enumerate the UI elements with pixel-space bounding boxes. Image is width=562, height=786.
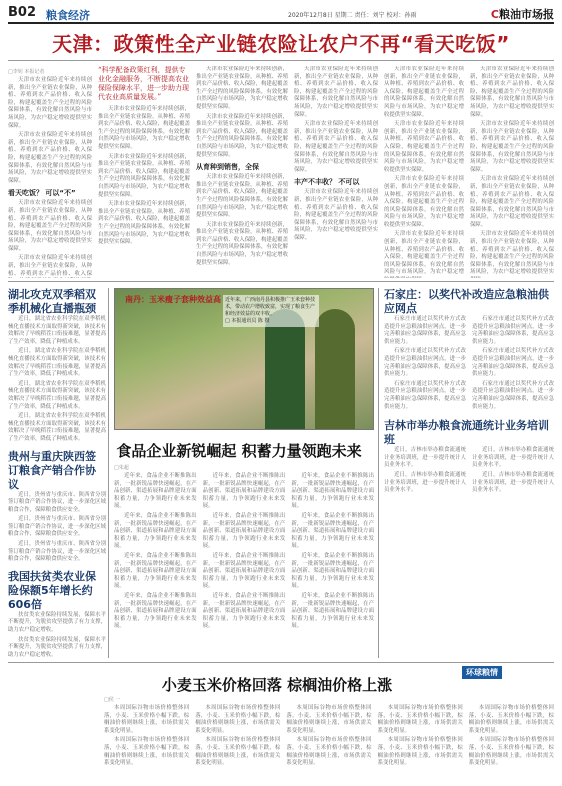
- left-article-2-body: 近日，贵州省与重庆市、陕西省分别签订粮食产销合作协议，进一步深化区域粮食合作，保障粮食供应安全。 近日，贵州省与重庆市、陕西省分别签订粮食产销合作协议，进一步深化区域粮食合作，保障粮食供应安全。 近日，贵州省与重庆市、陕西省分别签订粮食产销合作协议，进一步深化区域粮食合作，保障粮食供应安全。: [8, 491, 106, 563]
- middle-feature-byline: □朱超: [114, 465, 129, 471]
- photo-credit: □ 本报通讯员 陈 摄: [225, 318, 270, 324]
- lead-article-col-1: [8, 66, 92, 278]
- divider-vertical: [108, 288, 109, 658]
- right-article-1-body: 石家庄市通过以奖代补方式改造提升应急粮油供应网点，进一步完善粮油应急保障体系，提高应急供应能力。 石家庄市通过以奖代补方式改造提升应急粮油供应网点，进一步完善粮油应急保障体系，提高应急供应能力。 石家庄市通过以奖代补方式改造提升应急粮油供应网点，进一步完善粮油应急保障体系，提高应急供应能力。 石家庄市通过以奖代补方式改造提升应急粮油供应网点，进一步完善粮油应急保障体系，提高应急供应能力。 石家庄市通过以奖代补方式改造提升应急粮油供应网点，进一步完善粮油应急保障体系，提高应急供应能力。 石家庄市通过以奖代补方式改造提升应急粮油供应网点，进一步完善粮油应急保障体系，提高应急供应能力。: [384, 316, 554, 410]
- right-news-column: [384, 288, 554, 658]
- photo-caption-title: 南丹：玉米瘦子套种效益高: [125, 295, 221, 304]
- feature-photo: [114, 288, 374, 430]
- middle-feature-body: [114, 462, 374, 658]
- main-headline: [8, 28, 554, 61]
- environment-tag: 环球粮情: [462, 666, 502, 679]
- date-line: 2020年12月8日 星期二 责任：刘宁 校对：孙雨: [288, 12, 417, 19]
- right-article-2-title: 吉林市举办粮食流通统计业务培训班: [384, 419, 549, 447]
- masthead-logo: [491, 6, 554, 22]
- section-name: 粮食经济: [46, 9, 90, 22]
- right-article-1-title: 石家庄：以奖代补改造应急粮油供应网点: [384, 288, 549, 315]
- left-news-column: [8, 288, 106, 658]
- bottom-article-text: 本周国际谷物市场价格整体回落，小麦、玉米价格小幅下跌，棕榈油价格则继续上涨，市场供需关系变化明显。 本周国际谷物市场价格整体回落，小麦、玉米价格小幅下跌，棕榈油价格则继续上涨，市场供需关系变化明显。 本周国际谷物市场价格整体回落，小麦、玉米价格小幅下跌，棕榈油价格则继续上涨，市场供需关系变化明显。 本周国际谷物市场价格整体回落，小麦、玉米价格小幅下跌，棕榈油价格则继续上涨，市场供需关系变化明显。 本周国际谷物市场价格整体回落，小麦、玉米价格小幅下跌，棕榈油价格则继续上涨，市场供需关系变化明显。 本周国际谷物市场价格整体回落，小麦、玉米价格小幅下跌，棕榈油价格则继续上涨，市场供需关系变化明显。 本周国际谷物市场价格整体回落，小麦、玉米价格小幅下跌，棕榈油价格则继续上涨，市场供需关系变化明显。 本周国际谷物市场价格整体回落，小麦、玉米价格小幅下跌，棕榈油价格则继续上涨，市场供需关系变化明显。 本周国际谷物市场价格整体回落，小麦、玉米价格小幅下跌，棕榈油价格则继续上涨，市场供需关系变化明显。 本周国际谷物市场价格整体回落，小麦、玉米价格小幅下跌，棕榈油价格则继续上涨，市场供需关系变化明显。: [104, 705, 554, 767]
- main-headline-text: 天津：政策性全产业链农险让农户不再“看天吃饭”: [52, 32, 510, 56]
- lead-article-col-2: [98, 66, 190, 278]
- lead-subhead-1: 看天吃饭？ 可以“不”: [8, 189, 76, 198]
- left-article-3-body: 扶贫类农业保险持续发展，保障水平不断提升，为脱贫攻坚提供了有力支撑，助力农户稳定增收。 扶贫类农业保险持续发展，保障水平不断提升，为脱贫攻坚提供了有力支撑，助力农户稳定增收。: [8, 611, 106, 658]
- lead-subhead-2: 从育种到销售，全保: [196, 163, 259, 172]
- lead-body-5: 天津市农业保险近年来持续创新，推出全产业链农业保险，从种植、养殖到农产品价格、收入保险，构建起覆盖生产全过程的风险保障体系，有效化解自然风险与市场风险，为农户稳定增收提供坚实保障。 天津市农业保险近年来持续创新，推出全产业链农业保险，从种植、养殖到农产品价格、收入保险，构建起覆盖生产全过程的风险保障体系，有效化解自然风险与市场风险，为农户稳定增收提供坚实保障。: [196, 174, 288, 266]
- lead-article-col-4: [294, 66, 378, 278]
- left-article-2-title: 贵州与重庆陕西签订粮食产销合作协议: [8, 449, 96, 491]
- page-number: B02: [8, 5, 36, 20]
- bottom-byline: □侯 一: [104, 697, 121, 703]
- lead-body-7: 天津市农业保险近年来持续创新，推出全产业链农业保险，从种植、养殖到农产品价格、收入保险，构建起覆盖生产全过程的风险保障体系，有效化解自然风险与市场风险，为农户稳定增收提供坚实保障。: [294, 189, 378, 241]
- lead-pull-quote: “科学配备政策红利，提供专业化金融服务，不断提高农业保险保障水平，进一步助力现代农业高质量发展。”: [98, 66, 189, 101]
- logo-mark: C: [490, 8, 499, 21]
- left-article-3-title: 我国扶贫类农业保险保额5年增长约606倍: [8, 569, 96, 611]
- lead-body-8: 天津市农业保险近年来持续创新，推出全产业链农业保险，从种植、养殖到农产品价格、收入保险，构建起覆盖生产全过程的风险保障体系，有效化解自然风险与市场风险，为农户稳定增收提供坚实保障。 天津市农业保险近年来持续创新，推出全产业链农业保险，从种植、养殖到农产品价格、收入保险，构建起覆盖生产全过程的风险保障体系，有效化解自然风险与市场风险，为农户稳定增收提供坚实保障。 天津市农业保险近年来持续创新，推出全产业链农业保险，从种植、养殖到农产品价格、收入保险，构建起覆盖生产全过程的风险保障体系，有效化解自然风险与市场风险，为农户稳定增收提供坚实保障。 天津市农业保险近年来持续创新，推出全产业链农业保险，从种植、养殖到农产品价格、收入保险，构建起覆盖生产全过程的风险保障体系，有效化解自然风险与市场风险，为农户稳定增: [384, 66, 464, 276]
- lead-body-9: 天津市农业保险近年来持续创新，推出全产业链农业保险，从种植、养殖到农产品价格、收入保险，构建起覆盖生产全过程的风险保障体系，有效化解自然风险与市场风险，为农户稳定增收提供坚实保障。 天津市农业保险近年来持续创新，推出全产业链农业保险，从种植、养殖到农产品价格、收入保险，构建起覆盖生产全过程的风险保障体系，有效化解自然风险与市场风险，为农户稳定增收提供坚实保障。 天津市农业保险近年来持续创新，推出全产业链农业保险，从种植、养殖到农产品价格、收入保险，构建起覆盖生产全过程的风险保障体系，有效化解自然风险与市场风险，为农户稳定增收提供坚实保障。 天津市农业保险近年来持续创新，推出全产业链农业保险，从种植、养殖到农产品价格、收入保险，构建起覆盖生产全过程的风险保障体系，有效化解自然风险与市场风险，为农户稳定增收提供坚实: [470, 66, 554, 276]
- left-article-1-title: 湖北攻克双季稻双季机械化直播瓶颈: [8, 288, 96, 315]
- lead-body-6: 天津市农业保险近年来持续创新，推出全产业链农业保险，从种植、养殖到农产品价格、收入保险，构建起覆盖生产全过程的风险保障体系，有效化解自然风险与市场风险，为农户稳定增收提供坚实保障。 天津市农业保险近年来持续创新，推出全产业链农业保险，从种植、养殖到农产品价格、收入保险，构建起覆盖生产全过程的风险保障体系，有效化解自然风险与市场风险，为农户稳定增收提供坚实保障。: [294, 66, 378, 173]
- bottom-article-title: 小麦玉米价格回落 棕榈油价格上涨: [161, 676, 393, 694]
- logo-text: 粮油市场报: [499, 8, 554, 21]
- photo-figure-right: [315, 309, 355, 429]
- divider: [8, 281, 554, 282]
- middle-feature-text: 近年来，食品企业不断推陈出新，一批新锐品牌快速崛起，在产品创新、渠道拓展和品牌建设方面积蓄力量，力争领跑行业未来发展。 近年来，食品企业不断推陈出新，一批新锐品牌快速崛起，在产品创新、渠道拓展和品牌建设方面积蓄力量，力争领跑行业未来发展。 近年来，食品企业不断推陈出新，一批新锐品牌快速崛起，在产品创新、渠道拓展和品牌建设方面积蓄力量，力争领跑行业未来发展。 近年来，食品企业不断推陈出新，一批新锐品牌快速崛起，在产品创新、渠道拓展和品牌建设方面积蓄力量，力争领跑行业未来发展。 近年来，食品企业不断推陈出新，一批新锐品牌快速崛起，在产品创新、渠道拓展和品牌建设方面积蓄力量，力争领跑行业未来发展。 近年来，食品企业不断推陈出新，一批新锐品牌快速崛起，在产品创新、渠道拓展和品牌建设方面积蓄力量，力争领跑行业未来发展。 近年来，食品企业不断推陈出新，一批新锐品牌快速崛起，在产品创新、渠道拓展和品牌建设方面积蓄力量，力争领跑行业未来发展。 近年来，食品企业不断推陈出新，一批新锐品牌快速崛起，在产品创新、渠道拓展和品牌建设方面积蓄力量，力争领跑行业未来发展。 近年来，食品企业不断推陈出新，一批新锐品牌快速崛起，在产品创新、渠道拓展和品牌建设方面积蓄力量，力争领跑行业未来发展。 近年来，食品企业不断推陈出新，一批新锐品牌快速崛起，在产品创新、渠道拓展和品牌建设方面积蓄力量，力争领跑行业未来发展。 近年来，食品企业不断推陈出新，一批新锐品牌快速崛起，在产品创新、渠道拓展和品牌建设方面积蓄力量，力争领跑行业未来发展。 近年来，食品企业不断推陈出新，一批新锐品牌快速崛起，在产品创新、渠道拓展和品牌建设方面积蓄力量，力争领跑行业未来发展。: [114, 473, 374, 630]
- lead-article-col-3: [196, 66, 288, 278]
- middle-feature-title: 食品企业新锐崛起 积蓄力量领跑未来: [116, 442, 362, 460]
- lead-subhead-3: 丰产不丰收？ 不可以: [294, 178, 360, 187]
- divider: [8, 662, 554, 663]
- photo-figure-left: [265, 309, 305, 429]
- lead-byline: □李钊 本报记者: [8, 69, 45, 75]
- lead-body-1: 天津市农业保险近年来持续创新，推出全产业链农业保险，从种植、养殖到农产品价格、收入保险，构建起覆盖生产全过程的风险保障体系，有效化解自然风险与市场风险，为农户稳定增收提供坚实保障。 天津市农业保险近年来持续创新，推出全产业链农业保险，从种植、养殖到农产品价格、收入保险，构建起覆盖生产全过程的风险保障体系，有效化解自然风险与市场风险，为农户稳定增收提供坚实保障。: [8, 77, 92, 184]
- photo-caption-body: 近年来，广西南丹县积极推广玉米套种技术，带动农户增收致富，实现了粮食生产和经济效益的双丰收。 □ 本报通讯员 陈 摄: [223, 295, 319, 327]
- lead-body-3: 天津市农业保险近年来持续创新，推出全产业链农业保险，从种植、养殖到农产品价格、收入保险，构建起覆盖生产全过程的风险保障体系，有效化解自然风险与市场风险，为农户稳定增收提供坚实保障。 天津市农业保险近年来持续创新，推出全产业链农业保险，从种植、养殖到农产品价格、收入保险，构建起覆盖生产全过程的风险保障体系，有效化解自然风险与市场风险，为农户稳定增收提供坚实保障。 天津市农业保险近年来持续创新，推出全产业链农业保险，从种植、养殖到农产品价格、收入保险，构建起覆盖生产全过程的风险保障体系，有效化解自然风险与市场风险，为农户稳定增收提供坚实保障。: [98, 106, 190, 246]
- lead-article-col-5: [384, 66, 464, 278]
- page-header: [8, 4, 554, 24]
- lead-article-col-6: [470, 66, 554, 278]
- right-article-2-body: 近日，吉林市举办粮食流通统计业务培训班，进一步提升统计人员业务水平。 近日，吉林市举办粮食流通统计业务培训班，进一步提升统计人员业务水平。 近日，吉林市举办粮食流通统计业务培训班，进一步提升统计人员业务水平。 近日，吉林市举办粮食流通统计业务培训班，进一步提升统计人员业务水平。: [384, 447, 554, 494]
- lead-body-4: 天津市农业保险近年来持续创新，推出全产业链农业保险，从种植、养殖到农产品价格、收入保险，构建起覆盖生产全过程的风险保障体系，有效化解自然风险与市场风险，为农户稳定增收提供坚实保障。 天津市农业保险近年来持续创新，推出全产业链农业保险，从种植、养殖到农产品价格、收入保险，构建起覆盖生产全过程的风险保障体系，有效化解自然风险与市场风险，为农户稳定增收提供坚实保障。: [196, 66, 288, 158]
- divider-vertical: [378, 288, 379, 658]
- bottom-article-body: [104, 694, 554, 782]
- left-article-1-body: 近日，湖北省农业科学院在双季稻机械化直播技术方面取得新突破，该技术有效解决了早晚稻茬口衔接难题，显著提高了生产效率，降低了种植成本。 近日，湖北省农业科学院在双季稻机械化直播技术方面取得新突破，该技术有效解决了早晚稻茬口衔接难题，显著提高了生产效率，降低了种植成本。 近日，湖北省农业科学院在双季稻机械化直播技术方面取得新突破，该技术有效解决了早晚稻茬口衔接难题，显著提高了生产效率，降低了种植成本。 近日，湖北省农业科学院在双季稻机械化直播技术方面取得新突破，该技术有效解决了早晚稻茬口衔接难题，显著提高了生产效率，降低了种植成本。: [8, 316, 106, 442]
- lead-body-2: 天津市农业保险近年来持续创新，推出全产业链农业保险，从种植、养殖到农产品价格、收入保险，构建起覆盖生产全过程的风险保障体系，有效化解自然风险与市场风险，为农户稳定增收提供坚实保障。 天津市农业保险近年来持续创新，推出全产业链农业保险，从种植、养殖到农产品价格、收入保: [8, 200, 92, 277]
